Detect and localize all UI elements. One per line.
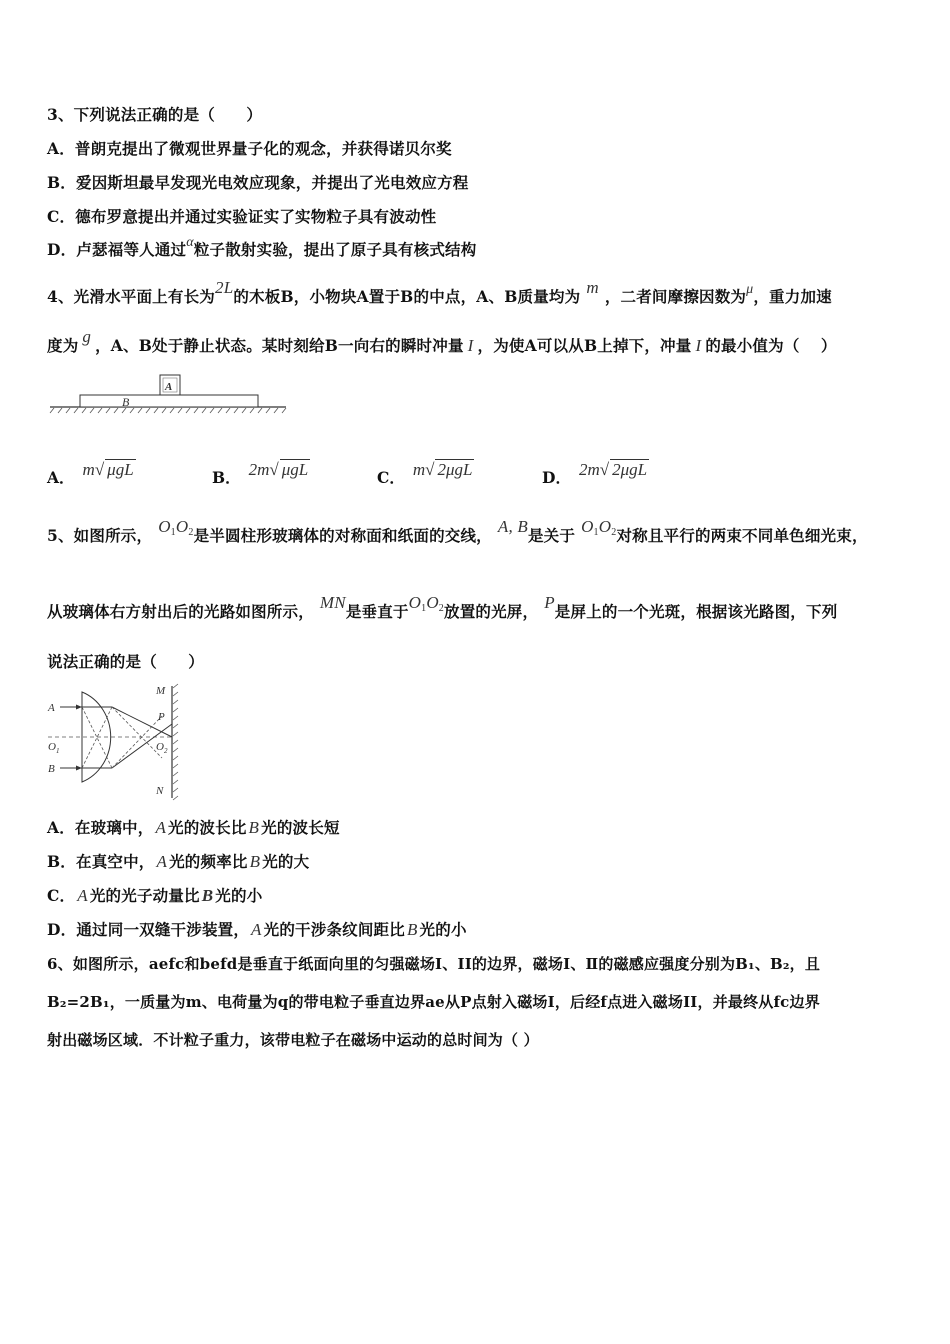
board-b-label: B [122,395,130,409]
label-p: P [158,711,165,723]
q4-option-b: B． 2m√ μgL [212,460,309,487]
alpha-symbol: α [186,235,194,250]
q5-option-d: D．通过同一双缝干涉装置， A 光的干涉条纹间距比 B 光的小 [47,920,467,939]
q4-stem-line2: 度为 g ，A、B处于静止状态。某时刻给B一向右的瞬时冲量 I ，为使A可以从B上掉下，冲量 I 的最小值为（ ） [47,327,837,355]
block-a-label: A [165,381,173,393]
q3-stem: 3、下列说法正确的是（ ） [47,105,263,124]
q3-option-a: A．普朗克提出了微观世界量子化的观念，并获得诺贝尔奖 [47,139,452,158]
q3-option-d: D．卢瑟福等人通过α粒子散射实验，提出了原子具有核式结构 [47,235,477,259]
q5-optics-figure [46,680,186,805]
label-a: A [48,702,55,714]
label-o1: O [48,741,56,753]
svg-text:1: 1 [56,747,60,755]
svg-text:2: 2 [164,747,168,755]
q6-stem-line2: B₂=2B₁，一质量为m、电荷量为q的带电粒子垂直边界ae从P点射入磁场I，后经f点进入磁场II，并最终从fc边界 [47,993,820,1011]
q5-stem-line1: 5、如图所示， O1O2是半圆柱形玻璃体的对称面和纸面的交线， A, B是关于 O1O2对称且平行的两束不同单色细光束， [47,517,868,545]
q4-option-c: C． m√ 2μgL [377,460,473,487]
label-b: B [48,763,55,775]
screen-hatch [173,684,178,800]
q5-option-c: C． A 光的光子动量比 B 光的小 [47,886,263,905]
q5-option-b: B．在真空中， A 光的频率比 B 光的大 [47,852,310,871]
q3-option-b: B．爱因斯坦最早发现光电效应现象，并提出了光电效应方程 [47,173,469,192]
q6-stem-line1: 6、如图所示，aefc和befd是垂直于纸面向里的匀强磁场I、II的边界，磁场I、Ⅱ的磁感应强度分别为B₁、B₂，且 [47,955,821,973]
label-n: N [156,785,164,797]
label-m: M [156,685,166,697]
q4-board-figure [48,370,288,415]
ground-hatch [50,408,286,413]
q4-option-a: A． m√ μgL [47,460,134,487]
q5-stem-line3: 说法正确的是（ ） [47,652,205,671]
board-b [80,395,258,407]
q6-stem-line3: 射出磁场区域．不计粒子重力，该带电粒子在磁场中运动的总时间为（ ） [47,1031,539,1049]
q4-option-d: D． 2m√ 2μgL [542,460,648,487]
q3-option-c: C．德布罗意提出并通过实验证实了实物粒子具有波动性 [47,207,437,226]
q5-option-a: A．在玻璃中， A 光的波长比 B 光的波长短 [47,818,340,837]
q5-stem-line2: 从玻璃体右方射出后的光路如图所示， MN是垂直于O1O2放置的光屏， P是屏上的一个光斑，根据该光路图，下列 [47,593,838,621]
q4-stem-line1: 4、光滑水平面上有长为2L的木板B，小物块A置于B的中点，A、B质量均为 m ，二者间摩擦因数为μ，重力加速 [47,278,832,306]
label-o2: O [156,741,164,753]
